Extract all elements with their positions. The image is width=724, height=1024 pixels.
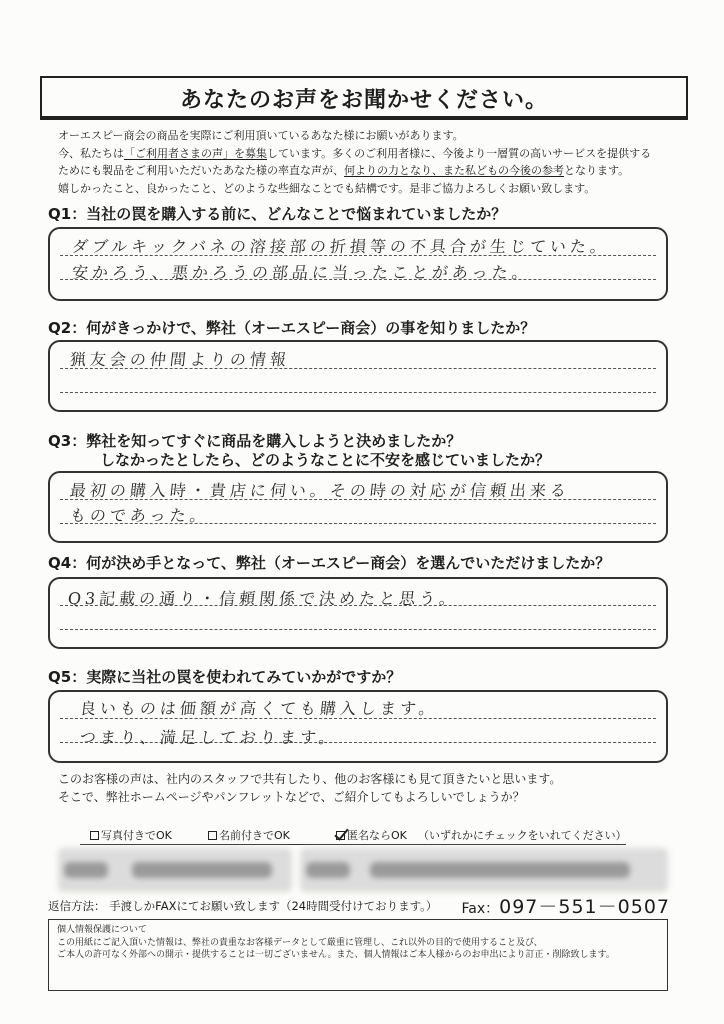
- handwritten-answer-line: つまり、満足しております。: [78, 728, 340, 747]
- answer-box-1: [48, 227, 668, 301]
- consent-option-photo: [90, 827, 172, 843]
- privacy-line: この用紙にご記入頂いた情報は、弊社の貴重なお客様データとして厳重に管理し、これ以外の目的で使用すること及び、: [57, 937, 543, 948]
- answer-box-5: [48, 690, 668, 763]
- redacted-label-blob: [64, 862, 108, 878]
- consent-note: （いずれかにチェックをいれてください）: [418, 829, 627, 842]
- consent-options: [80, 826, 626, 845]
- intro-text: しています。多くのご利用者様に、今後より一層質の高いサービスを提供する: [267, 146, 652, 160]
- intro-text: 今、私たちは: [58, 146, 124, 160]
- handwritten-answer-line: 良いものは価額が高くても購入します。: [78, 699, 440, 718]
- checkbox: [336, 831, 345, 840]
- intro-underlined-text: 何よりの力となり、また私どもの今後の参考: [344, 164, 564, 177]
- answer-box-2: [48, 340, 668, 412]
- redacted-customer-info: [58, 848, 292, 892]
- handwritten-answer-line: ダブルキックバネの溶接部の折損等の不具合が生じていた。: [70, 237, 611, 256]
- consent-option-label: 名前付きでOK: [219, 829, 290, 842]
- consent-option-name: [208, 827, 290, 843]
- handwritten-answer-line: Q3記載の通り・信頼関係で決めたと思う。: [66, 589, 461, 608]
- question-5-text: Q5：実際に当社の罠を使われてみていかがですか？: [48, 668, 402, 686]
- consent-option-label: 匿名ならOK: [347, 829, 407, 842]
- fax-label: Fax：: [461, 901, 500, 917]
- question-3-text: Q3：弊社を知ってすぐに商品を購入しようと決めましたか？: [48, 432, 462, 450]
- privacy-line: ご本人の許可なく外部への開示・提供することは一切ございません。また、個人情報はご本人様からのお申出により訂正・削除致します。: [57, 950, 615, 960]
- intro-text: 嬉しかったこと、良かったこと、どのような些細なことでも結構です。是非ご協力よろしくお願い致します。: [58, 181, 596, 195]
- privacy-notice: [48, 919, 668, 991]
- question-4-text: Q4：何が決め手となって、弊社（オーエスピー商会）を選んでいただけましたか？: [48, 554, 611, 572]
- answer-box-3: [48, 471, 668, 543]
- consent-option-label: 写真付きでOK: [101, 829, 172, 842]
- redacted-label-blob: [306, 862, 350, 878]
- consent-option-anonymous: [336, 827, 407, 843]
- fax-number: 097－551－0507: [499, 896, 670, 918]
- question-2-text: Q2：何がきっかけで、弊社（オーエスピー商会）の事を知りましたか？: [48, 319, 536, 337]
- page-title: あなたのお声をお聞かせください。: [179, 87, 548, 113]
- closing-line: このお客様の声は、社内のスタッフで共有したり、他のお客様にも見て頂きたいと思います。: [58, 772, 562, 786]
- intro-line: [58, 162, 651, 180]
- reply-method: 返信方法： 手渡しかFAXにてお願い致します（24時間受付けております。）: [48, 899, 438, 913]
- handwritten-answer-line: 猟友会の仲間よりの情報: [68, 350, 291, 369]
- dashed-rule: [60, 392, 656, 393]
- intro-text: となります。: [564, 164, 630, 177]
- intro-underlined-text: 「ご利用者さまの声」を募集: [124, 146, 267, 160]
- checkbox: [208, 831, 217, 840]
- intro-line: [58, 145, 651, 163]
- intro-text: ためにも製品をご利用いただいたあなた様の率直な声が、: [58, 164, 344, 177]
- question-3-text-line-2: しなかったとしたら、どのようなことに不安を感じていましたか？: [100, 451, 551, 469]
- closing-line: そこで、弊社ホームページやパンフレットなどで、ご紹介してもよろしいでしょうか？: [58, 790, 525, 804]
- closing-paragraph: [58, 770, 561, 806]
- handwritten-answer-line: 安かろう、悪かろうの部品に当ったことがあった。: [70, 263, 533, 282]
- fax-contact: [461, 892, 670, 919]
- intro-text: オーエスピー商会の商品を実際にご利用頂いているあなた様にお願いがあります。: [58, 129, 464, 142]
- dashed-rule: [60, 629, 656, 630]
- checkbox: [90, 831, 99, 840]
- intro-line: [58, 127, 651, 145]
- handwritten-answer-line: ものであった。: [68, 506, 211, 525]
- title-box: [40, 76, 688, 120]
- handwritten-answer-line: 最初の購入時・貴店に伺い。その時の対応が信頼出来る: [68, 481, 571, 500]
- intro-paragraph: [58, 127, 651, 197]
- intro-line: [58, 180, 651, 198]
- privacy-heading: 個人情報保護について: [57, 925, 147, 935]
- redacted-text-blob: [370, 862, 630, 878]
- redacted-customer-info: [300, 848, 668, 892]
- redacted-text-blob: [132, 862, 272, 878]
- answer-box-4: [48, 577, 668, 649]
- question-1-text: Q1：当社の罠を購入する前に、どんなことで悩まれていましたか？: [48, 205, 507, 223]
